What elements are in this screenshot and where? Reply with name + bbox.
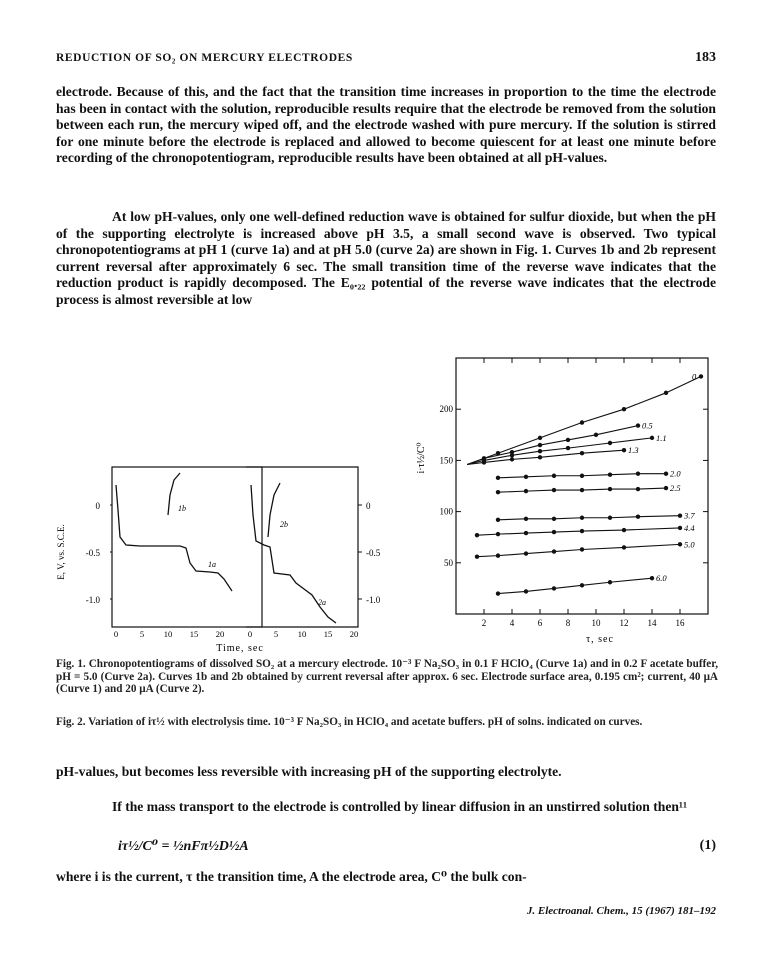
fig2-point-6.0 [580,583,584,587]
page-number: 183 [695,50,716,65]
fig2-point-3.7 [524,517,528,521]
fig1-ylabel: E, V, vs. S.C.E. [56,524,66,580]
fig1-right-panel [246,467,381,639]
fig2-xtick-label: 6 [537,618,543,628]
fig2-point-0.5 [538,443,542,447]
fig1-xlabel: Time, sec [216,643,264,654]
fig1-rtick-2: -1.0 [366,595,381,605]
fig1-xtick-l0: 0 [113,629,119,639]
fig2-series-line-6.0 [498,578,652,593]
paragraph-1: electrode. Because of this, and the fact that the transition time increases in proportion to the time the electrode has been in contact with the solution, reproducible results require that the electrode be removed from the solution between each run, the mercury wiped off, and the electrode washed with pure mercury. If the solution is stirred for one minute before the electrode is replaced and allowed to become quiescent for at least one minute before recording of the chronopotentiogram, reproducible results have been obtained at all pH-values. [56,84,716,166]
fig2-point-3.7 [552,517,556,521]
fig2-point-2.0 [552,474,556,478]
paragraph-4: If the mass transport to the electrode is controlled by linear diffusion in an unstirred solution then¹¹ [112,799,688,814]
running-header [56,52,716,64]
header-title: REDUCTION OF SO₂ ON MERCURY ELECTRODES [56,52,353,64]
fig2-point-1.1 [608,441,612,445]
fig1-caption: Fig. 1. Chronopotentiograms of dissolved SO₂ at a mercury electrode. 10⁻³ F Na₂SO₃ in 0.1 F HClO₄ (Curve 1a) and in 0.2 F acetate buffer, pH = 5.0 (Curve 2a). Curves 1b and 2b obtained by current reversal after approx. 6 sec. Electrode surface area, 0.195 cm²; current, 40 μA (Curve 1) and 20 μA (Curve 2). [56,658,718,696]
fig2-point-5.0 [524,551,528,555]
fig2-xtick-label: 2 [481,618,487,628]
fig1-xtick-l1: 5 [139,629,145,639]
figure-1 [50,455,410,665]
fig2-point-1.3 [538,455,542,459]
fig2-point-6.0 [552,586,556,590]
fig2-point-1.3 [622,448,626,452]
fig2-point-1.1 [566,446,570,450]
fig2-xtick-label: 16 [675,618,685,628]
journal-footer: J. Electroanal. Chem., 15 (1967) 181–192 [526,905,716,917]
fig2-series-label-0.5: 0.5 [642,420,653,431]
fig2-point-5.0 [622,545,626,549]
curve-1a [116,485,232,591]
figure-2-chart [410,348,730,648]
fig2-point-6.0 [608,580,612,584]
fig2-point-2.0 [524,475,528,479]
fig2-point-3.7 [636,515,640,519]
fig1-xtick-r3: 15 [323,629,333,639]
label-1a: 1a [208,560,216,569]
fig2-point-1.3 [580,451,584,455]
fig1-rtick-0: 0 [366,501,371,511]
paragraph-5: where i is the current, τ the transition time, A the electrode area, C⁰ the bulk con- [56,869,527,884]
fig1-rtick-1: -0.5 [366,548,381,558]
fig1-ytick-2: -1.0 [85,595,100,605]
fig2-point-5.0 [580,547,584,551]
equation-1: iτ½/C⁰ = ½nFπ½D½A [118,839,249,854]
fig2-ytick-label: 50 [444,557,453,568]
fig2-point-1.1 [510,453,514,457]
fig2-point-4.4 [678,526,682,530]
fig2-point-2.0 [608,473,612,477]
fig2-series-line-0 [467,376,701,464]
fig2-series-label-2.5: 2.5 [670,483,681,494]
curve-2b [268,483,280,537]
paragraph-2: At low pH-values, only one well-defined reduction wave is obtained for sulfur dioxide, but when the pH of the supporting electrolyte is increased above pH 3.5, a small second wave is observed. Two typical chronopotentiograms at pH 1 (curve 1a) and at pH 5.0 (curve 2a) are shown in Fig. 1. Curves 1b and 2b represent current reversal after approximately 6 sec. The small transition time of the reverse wave indicates that the reduction product is rapidly decomposed. The E₀.₂₂ potential of the reverse wave indicates that the electrode process is almost reversible at low [56,209,716,307]
fig1-xtick-r1: 5 [273,629,279,639]
fig2-series-line-4.4 [477,528,680,535]
fig2-series-label-3.7: 3.7 [684,510,695,521]
fig2-point-4.4 [496,532,500,536]
fig2-point-5.0 [552,549,556,553]
paragraph-3: pH-values, but becomes less reversible with increasing pH of the supporting electrolyte. [56,764,562,779]
fig2-ytick-label: 150 [439,455,453,466]
fig2-series-label-1.3: 1.3 [628,445,639,456]
fig2-point-4.4 [622,528,626,532]
fig2-point-5.0 [678,542,682,546]
fig1-xtick-r4: 20 [349,629,359,639]
fig2-point-0 [580,420,584,424]
fig2-xtick-label: 14 [647,618,657,628]
fig2-point-0.5 [636,423,640,427]
fig2-ytick-label: 100 [439,506,453,517]
fig2-point-4.4 [552,530,556,534]
fig2-point-6.0 [650,576,654,580]
fig2-xtick-label: 10 [591,618,601,628]
fig2-xtick-label: 8 [565,618,571,628]
label-2a: 2a [318,598,326,607]
fig2-point-2.5 [636,487,640,491]
fig2-caption: Fig. 2. Variation of iτ½ with electrolysis time. 10⁻³ F Na₂SO₃ in HClO₄ and acetate buffers. pH of solns. indicated on curves. [56,716,643,728]
fig2-point-2.5 [580,488,584,492]
fig2-point-4.4 [475,533,479,537]
fig2-point-2.5 [552,488,556,492]
fig2-point-3.7 [608,516,612,520]
fig2-series-label-2.0: 2.0 [670,468,681,479]
fig2-point-2.5 [496,490,500,494]
fig2-point-0.5 [594,433,598,437]
fig1-xtick-l3: 15 [189,629,199,639]
fig2-point-5.0 [496,553,500,557]
equation-number: (1) [699,838,716,853]
fig2-point-1.3 [482,460,486,464]
fig2-point-2.0 [664,472,668,476]
fig2-series-label-5.0: 5.0 [684,539,695,550]
fig2-series-label-1.1: 1.1 [656,432,667,443]
fig2-point-0 [538,436,542,440]
fig1-ytick-1: -0.5 [85,548,100,558]
fig2-ylabel: i·τ½/C⁰ [416,442,427,474]
fig2-series-label-0: 0 [692,371,697,382]
fig2-point-3.7 [580,516,584,520]
fig2-point-6.0 [524,589,528,593]
fig2-point-1.3 [510,457,514,461]
fig2-xtick-label: 12 [619,618,629,628]
label-2b: 2b [280,520,288,529]
fig2-point-2.0 [636,472,640,476]
fig1-ytick-0: 0 [95,501,100,511]
fig2-point-2.5 [664,486,668,490]
fig2-point-2.5 [524,489,528,493]
fig1-left-panel [86,467,262,639]
fig2-xlabel: τ, sec [586,634,614,645]
fig1-xtick-l2: 10 [163,629,173,639]
fig2-point-6.0 [496,591,500,595]
fig2-series-line-5.0 [477,544,680,556]
fig2-point-0.5 [566,438,570,442]
fig2-point-2.0 [580,474,584,478]
label-1b: 1b [178,504,186,513]
fig2-point-2.5 [608,487,612,491]
fig1-xtick-l4: 20 [215,629,225,639]
fig2-point-0 [664,391,668,395]
fig1-xtick-r0: 0 [247,629,253,639]
fig2-point-3.7 [496,518,500,522]
fig2-ytick-label: 200 [439,404,453,415]
fig2-point-1.1 [650,436,654,440]
fig2-series-label-4.4: 4.4 [684,522,695,533]
fig1-xtick-r2: 10 [297,629,307,639]
fig2-point-0 [699,374,703,378]
fig2-point-4.4 [580,529,584,533]
fig2-point-5.0 [475,554,479,558]
fig2-point-0 [622,407,626,411]
fig2-series-label-6.0: 6.0 [656,573,667,584]
fig2-xtick-label: 4 [509,618,515,628]
fig2-point-3.7 [678,513,682,517]
fig2-point-1.1 [538,449,542,453]
fig2-point-4.4 [524,531,528,535]
fig2-point-2.0 [496,476,500,480]
